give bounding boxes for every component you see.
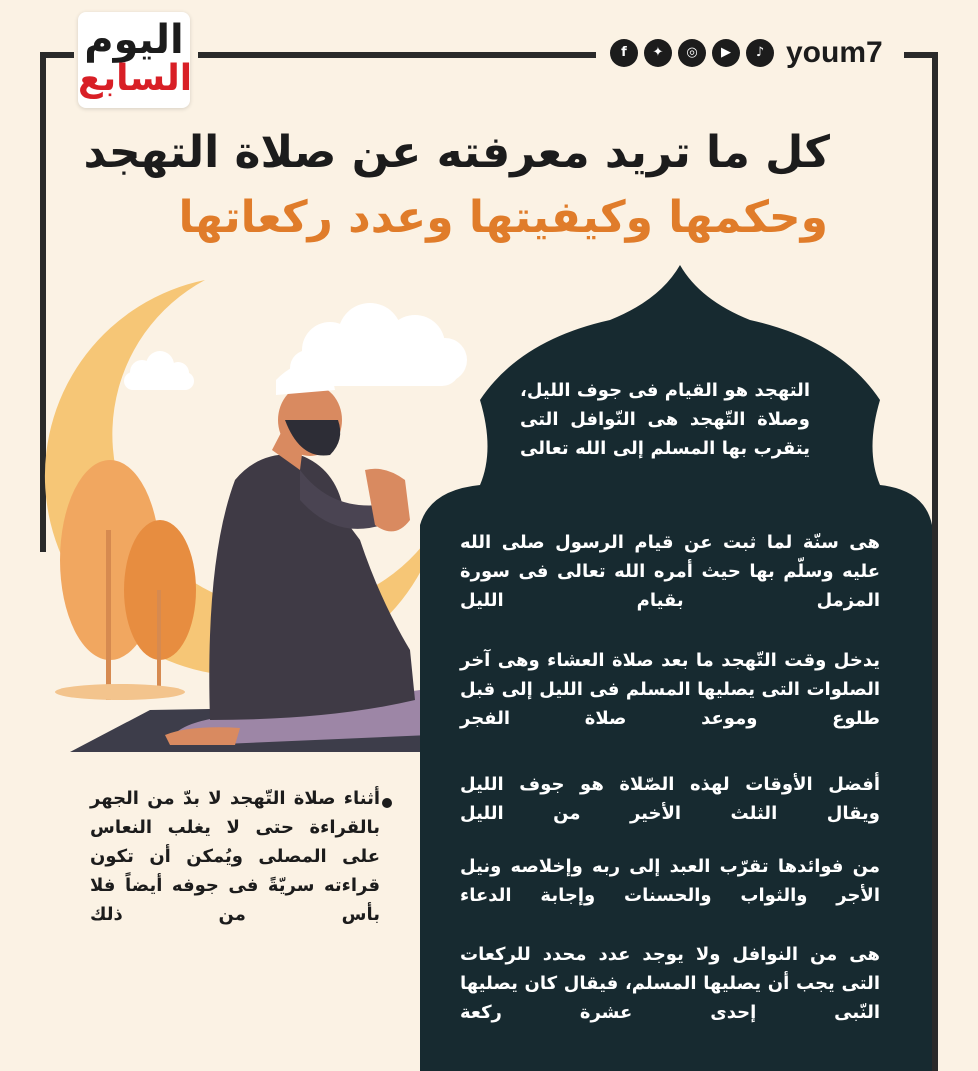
facebook-icon[interactable]: f bbox=[610, 39, 638, 67]
side-note: أثناء صلاة التّهجد لا بدّ من الجهر بالقراءة حتى لا يغلب النعاس على المصلى ويُمكن أن تكون قراءته سريّةً فى جوفه أيضاً فلا بأس من ذلك bbox=[90, 788, 380, 925]
brand-name: youm7 bbox=[786, 36, 883, 69]
panel-paragraph-1: التهجد هو القيام فى جوف الليل، وصلاة التّهجد هى النّوافل التى يتقرب بها المسلم إلى الله تعالى bbox=[520, 380, 810, 459]
youtube-icon[interactable]: ▶ bbox=[712, 39, 740, 67]
panel-paragraph-3: يدخل وقت التّهجد ما بعد صلاة العشاء وهى آخر الصلوات التى يصليها المسلم فى الليل إلى قبل طلوع وموعد صلاة الفجر bbox=[460, 650, 880, 729]
tree-trunk bbox=[106, 530, 111, 700]
cloud-small bbox=[124, 351, 194, 390]
instagram-icon[interactable]: ◎ bbox=[678, 39, 706, 67]
panel-paragraph-2: هى سنّة لما ثبت عن قيام الرسول صلى الله عليه وسلّم بها حيث أمره الله تعالى فى سورة المزمل بقيام الليل bbox=[460, 532, 880, 611]
praying-man bbox=[165, 362, 433, 745]
page-subtitle: وحكمها وكيفيتها وعدد ركعاتها bbox=[178, 192, 828, 243]
page-title: كل ما تريد معرفته عن صلاة التهجد bbox=[83, 127, 830, 178]
ground-shadow bbox=[55, 684, 185, 700]
logo-line-2: السابع bbox=[78, 58, 193, 99]
panel-paragraph-4: أفضل الأوقات لهذه الصّلاة هو جوف الليل ويقال الثلث الأخير من الليل bbox=[460, 774, 880, 824]
panel-paragraph-5: من فوائدها تقرّب العبد إلى ربه وإخلاصه ونيل الأجر والثواب والحسنات وإجابة الدعاء bbox=[460, 856, 880, 906]
twitter-icon[interactable]: ✦ bbox=[644, 39, 672, 67]
bullet-dot bbox=[382, 798, 392, 808]
tree-trunk-2 bbox=[157, 590, 161, 690]
tiktok-icon[interactable]: ♪ bbox=[746, 39, 774, 67]
panel-paragraph-6: هى من النوافل ولا يوجد عدد محدد للركعات التى يجب أن يصليها المسلم، فيقال كان يصليها النّبى إحدى عشرة ركعة bbox=[460, 944, 880, 1023]
logo-line-1: اليوم bbox=[84, 17, 184, 63]
